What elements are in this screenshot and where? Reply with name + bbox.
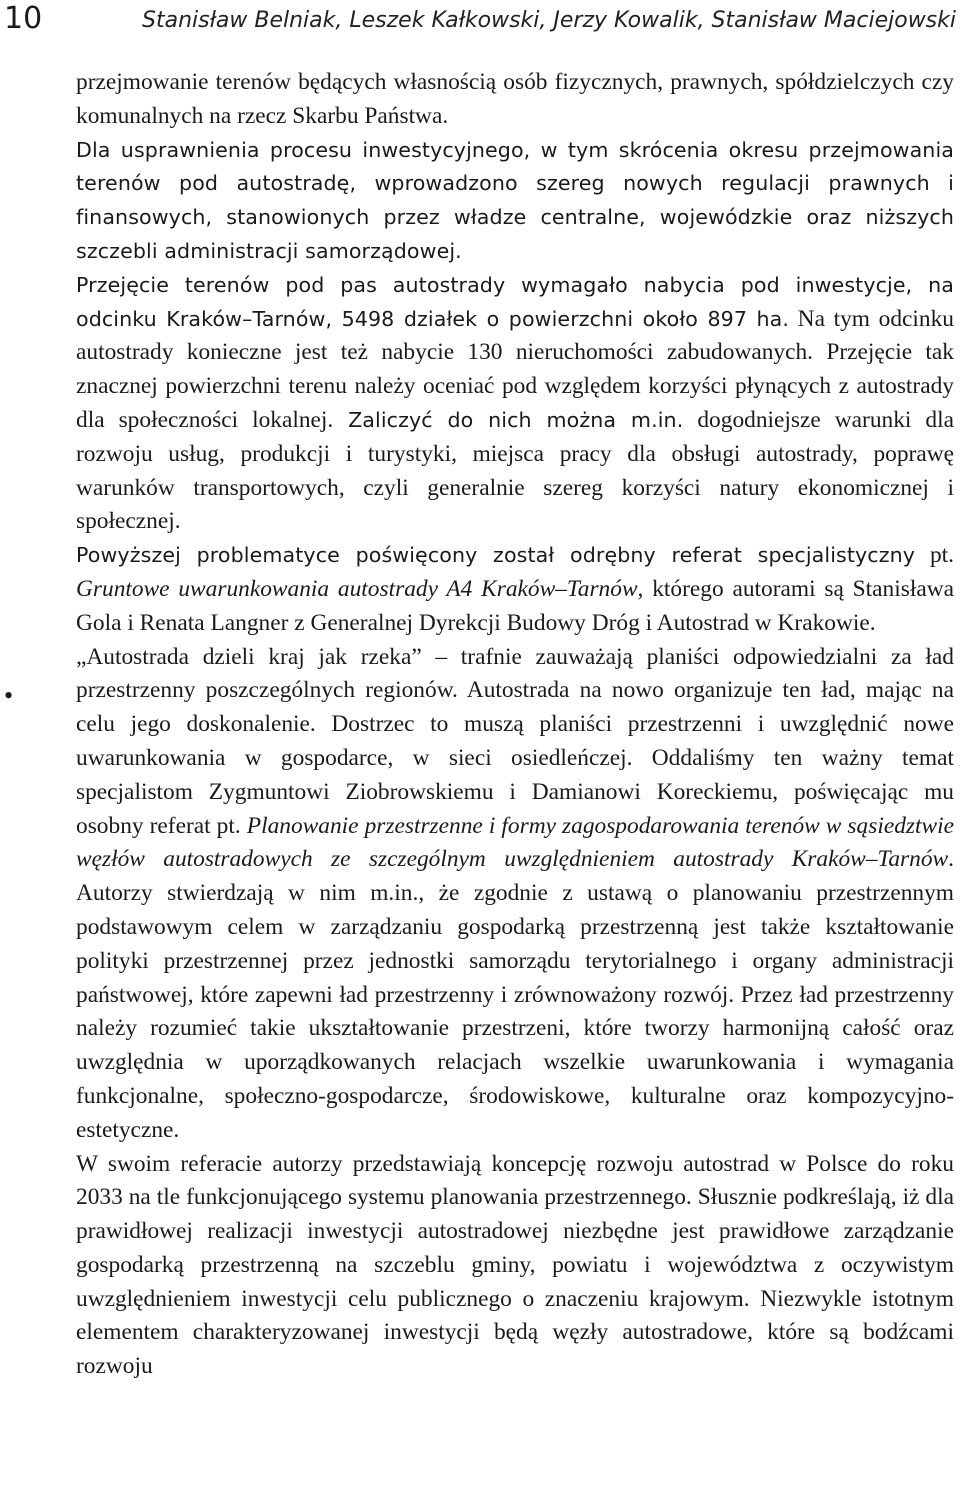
paragraph-2: Dla usprawnienia procesu inwestycyjnego, w tym skrócenia okresu przejmowania terenów pod autostradę, wprowadzono szereg nowych regulacji prawnych i finansowych, stanowionych przez władze centralne, wojewódzkie oraz niższych szczebli administracji samorządowej. [76,137,954,263]
paragraph-1: przejmowanie terenów będących własnością osób fizycznych, prawnych, spółdzielczych czy komunalnych na rzecz Skarbu Państwa. [76,69,954,129]
paragraph-6: W swoim referacie autorzy przedstawiają koncepcję rozwoju autostrad w Polsce do roku 2033 na tle funkcjonującego systemu planowania przestrzennego. Słusznie podkreślają, iż dla prawidłowej realizacji inwestycji autostradowej niezbędne jest prawidłowe zarządzanie gospodarką przestrzenną na szczeblu gminy, powiatu i województwa z oczywistym uwzględnieniem inwestycji celu publicznego o znaczeniu krajowym. Niezwykle istotnym elementem charakteryzowanej inwestycji będą węzły autostradowe, które są bodźcami rozwoju [76,1150,954,1380]
paragraph-4 [76,539,954,640]
referat-title-1: Gruntowe uwarunkowania autostrady A4 Kraków–Tarnów [76,575,638,602]
margin-bullet: • [4,681,14,710]
running-head-authors: Stanisław Belniak, Leszek Kałkowski, Jerzy Kowalik, Stanisław Maciejowski [142,8,956,33]
paragraph-4-part-a: Powyższej problematyce poświęcony został odrębny referat specjalistyczny [76,543,916,568]
paragraph-3-part-e: dogodniejsze warunki dla rozwoju usług, produkcji i turystyki, miejsca pracy dla obsługi autostrady, poprawę warunków transportowych, czyli generalnie szereg korzyści natury ekonomicznej i społecznej. [76,406,954,535]
paragraph-3-part-d: Zaliczyć do nich można m.in. [333,407,684,432]
page-header [0,0,960,44]
paragraph-5-part-c: . Autorzy stwierdzają w nim m.in., że zgodnie z ustawą o planowaniu przestrzennym podstawowym celem w zarządzaniu gospodarką przestrzenną jest także kształtowanie polityki przestrzennej przez jednostki samorządu terytorialnego i organy administracji państwowej, które zapewni ład przestrzenny i zrównoważony rozwój. Przez ład przestrzenny należy rozumieć takie ukształtowanie przestrzeni, które tworzy harmonijną całość oraz uwzględnia w uporządkowanych relacjach wszelkie uwarunkowania i wymagania funkcjonalne, społeczno-gospodarcze, środowiskowe, kulturalne oraz kompozycyjno-estetyczne. [76,846,954,1143]
body-text [76,66,954,1384]
paragraph-4-part-d: , którego autorami są Stanisława Gola i Renata Langner z Generalnej Dyrekcji Budowy Dróg i Autostrad w Krakowie. [76,575,954,636]
paragraph-4-part-b: pt. [915,542,954,569]
paragraph-5-part-a: „Autostrada dzieli kraj jak rzeka” – trafnie zauważają planiści odpowiedzialni za ład przestrzenny poszczególnych regionów. Autostrada na nowo organizuje ten ład, mając na celu jego doskonalenie. Dostrzec to muszą planiści przestrzenni i uwzględnić nowe uwarunkowania w gospodarce, w sieci osiedleńczej. Oddaliśmy ten ważny temat specjalistom Zygmuntowi Ziobrowskiemu i Damianowi Koreckiemu, poświęcając mu osobny referat pt. [76,643,954,839]
paragraph-5 [76,641,954,1148]
paragraph-3-part-c: Przejęcie tak znacznej powierzchni terenu należy oceniać pod względem korzyści płynących z autostrady dla społeczności lokalnej. [76,339,954,433]
paragraph-3-part-a: Przejęcie terenów pod pas autostrady wymagało nabycia pod inwestycje, na odcinku Kraków–Tarnów, 5498 działek o powierzchni około 897 ha. [76,272,954,331]
paragraph-3-part-b: Na tym odcinku autostrady konieczne jest też nabycie 130 nieruchomości zabudowanych. [76,305,954,366]
referat-title-2: Planowanie przestrzenne i formy zagospodarowania terenów w sąsiedztwie węzłów autostradowych ze szczególnym uwzględnieniem autostrady Kraków–Tarnów [76,812,954,873]
page-number: 10 [4,1,43,36]
paragraph-3 [76,269,954,539]
